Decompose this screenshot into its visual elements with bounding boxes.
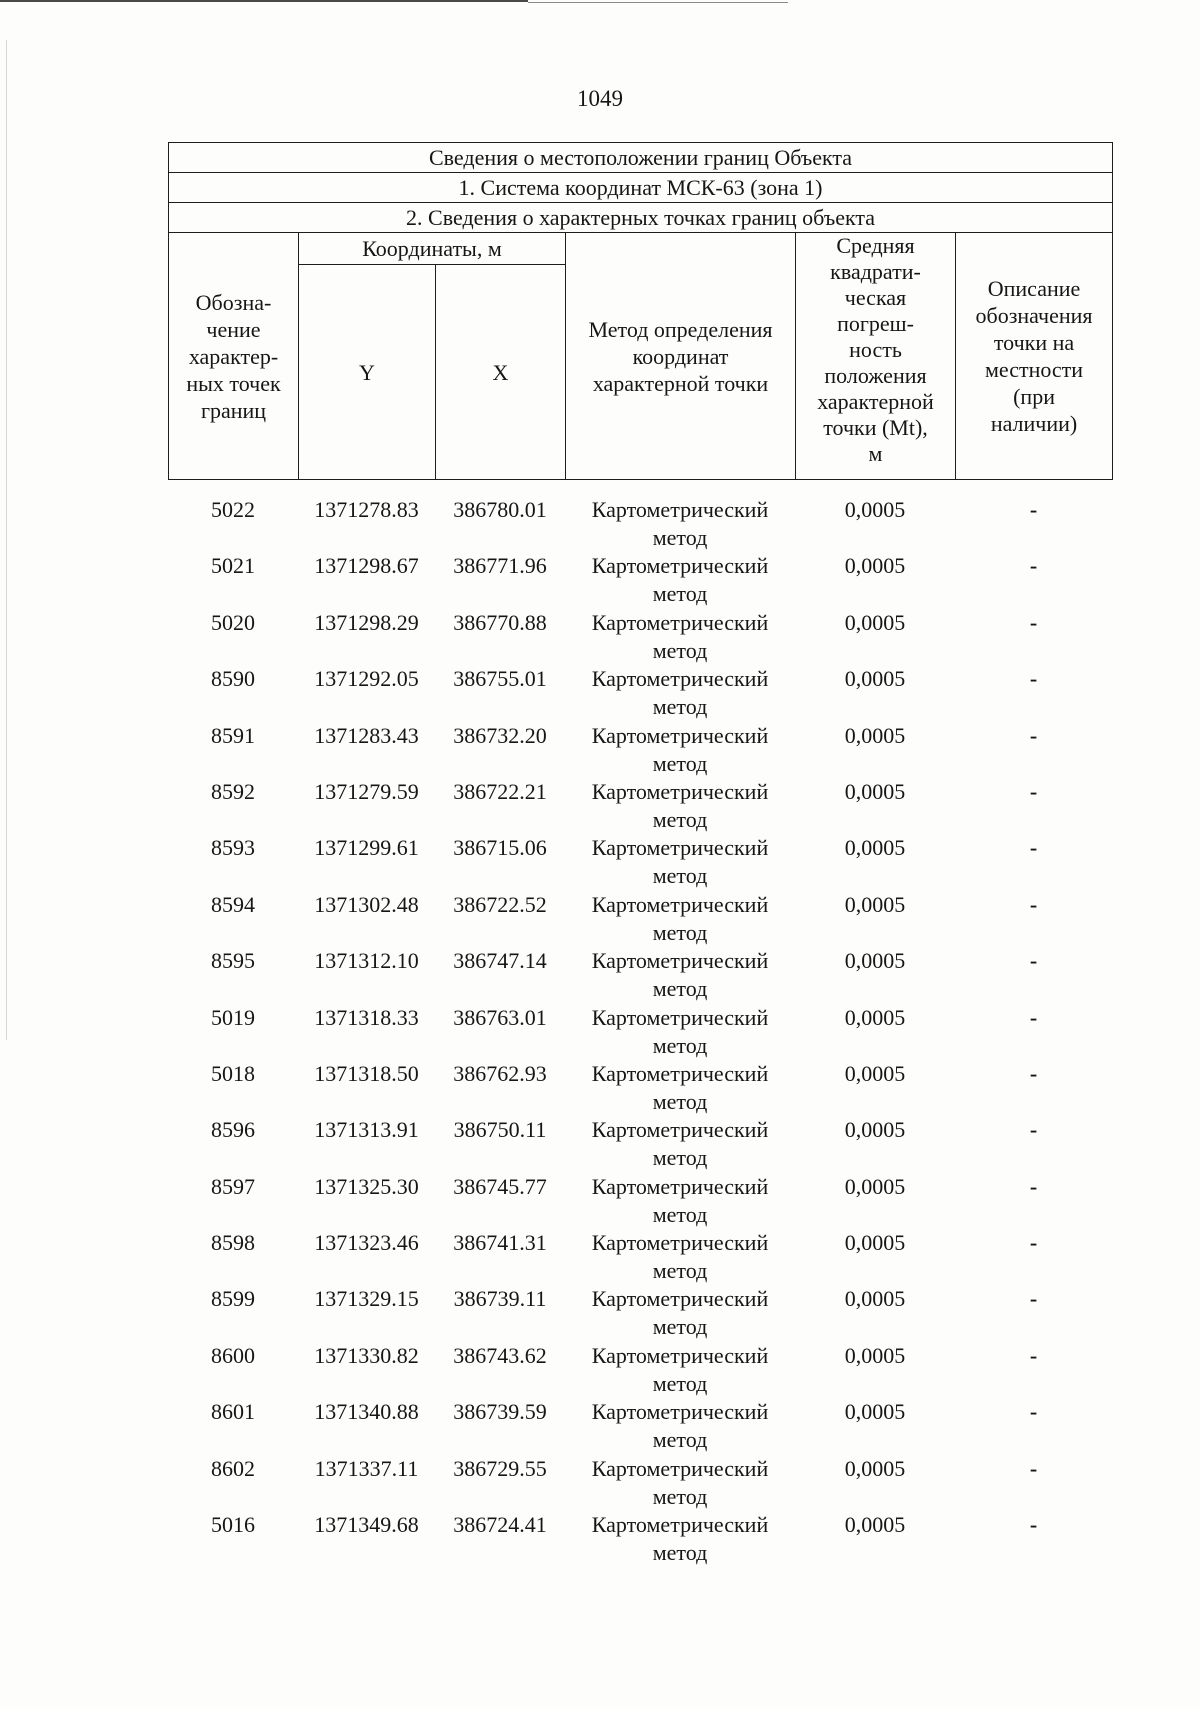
description: - [1029,1342,1038,1368]
point-id: 5021 [211,553,255,579]
error-mt: 0,0005 [844,1286,906,1312]
error-mt: 0,0005 [844,553,906,579]
point-id: 8597 [211,1173,255,1199]
coord-y: 1371298.67 [314,553,419,579]
point-id: 8590 [211,666,255,692]
coord-y: 1371298.29 [314,609,419,635]
description: - [1029,609,1038,635]
method: Картометрический метод [591,609,769,663]
error-mt: 0,0005 [844,1455,906,1481]
method: Картометрический метод [591,666,769,720]
coord-y: 1371329.15 [314,1286,419,1312]
method: Картометрический метод [591,1342,769,1396]
table-row [168,665,1112,721]
col-header-designation: Обозна- чение характер- ных точек границ [169,233,299,480]
table-row [168,1455,1112,1511]
coord-x: 386747.14 [453,948,547,974]
col-header-y: Y [299,265,436,480]
point-id: 8599 [211,1286,255,1312]
table-title: Сведения о местоположении границ Объекта [169,143,1113,173]
page-number: 1049 [577,86,623,111]
point-id: 8591 [211,722,255,748]
description: - [1029,948,1038,974]
coord-y: 1371318.50 [314,1060,419,1086]
col-header-coordinates: Координаты, м [299,233,566,265]
error-mt: 0,0005 [844,1173,906,1199]
description: - [1029,1060,1038,1086]
description: - [1029,1512,1038,1538]
error-mt: 0,0005 [844,1342,906,1368]
coord-y: 1371283.43 [314,722,419,748]
description: - [1029,497,1038,522]
error-mt: 0,0005 [844,948,906,974]
coord-x: 386755.01 [453,666,547,692]
coord-y: 1371299.61 [314,835,419,861]
coord-x: 386771.96 [453,553,547,579]
error-mt: 0,0005 [844,722,906,748]
coord-x: 386732.20 [453,722,547,748]
section-title: 2. Сведения о характерных точках границ объекта [169,203,1113,233]
coord-y: 1371292.05 [314,666,419,692]
coord-y: 1371318.33 [314,1004,419,1030]
coord-x: 386739.59 [453,1399,547,1425]
coord-x: 386750.11 [453,1117,547,1143]
method: Картометрический метод [591,1230,769,1284]
coord-y: 1371337.11 [314,1455,419,1481]
coord-y: 1371312.10 [314,948,419,974]
method: Картометрический метод [591,1060,769,1114]
coord-y: 1371349.68 [314,1512,419,1538]
error-mt: 0,0005 [844,1230,906,1256]
point-id: 5022 [211,497,255,522]
error-mt: 0,0005 [844,609,906,635]
point-id: 8602 [211,1455,255,1481]
description: - [1029,1117,1038,1143]
description: - [1029,835,1038,861]
method: Картометрический метод [591,1399,769,1453]
col-header-description: Описание обозначения точки на местности (при наличии) [956,233,1113,480]
boundary-header-table [168,142,1113,480]
description: - [1029,1230,1038,1256]
description: - [1029,1399,1038,1425]
point-id: 8595 [211,948,255,974]
description: - [1029,1455,1038,1481]
coord-y: 1371325.30 [314,1173,419,1199]
table-row [168,1116,1112,1172]
method: Картометрический метод [591,1173,769,1227]
table-row [168,1060,1112,1116]
coord-x: 386745.77 [453,1173,547,1199]
table-row [168,552,1112,608]
col-header-x: X [436,265,566,480]
error-mt: 0,0005 [844,1004,906,1030]
coord-x: 386724.41 [453,1512,547,1538]
coord-y: 1371323.46 [314,1230,419,1256]
table-row [168,947,1112,1003]
error-mt: 0,0005 [844,666,906,692]
description: - [1029,666,1038,692]
table-row [168,722,1112,778]
point-id: 8600 [211,1342,255,1368]
table-row [168,1285,1112,1341]
coord-x: 386763.01 [453,1004,547,1030]
description: - [1029,1286,1038,1312]
coord-x: 386780.01 [453,497,547,522]
error-mt: 0,0005 [844,1117,906,1143]
error-mt: 0,0005 [844,1060,906,1086]
coord-y: 1371279.59 [314,778,419,804]
description: - [1029,722,1038,748]
method: Картометрический метод [591,1286,769,1340]
coord-x: 386743.62 [453,1342,547,1368]
point-id: 8593 [211,835,255,861]
method: Картометрический метод [591,1512,769,1566]
coordinate-system-line: 1. Система координат МСК-63 (зона 1) [169,173,1113,203]
error-mt: 0,0005 [844,835,906,861]
point-id: 8598 [211,1230,255,1256]
description: - [1029,891,1038,917]
table-row [168,778,1112,834]
coord-y: 1371302.48 [314,891,419,917]
method: Картометрический метод [591,1455,769,1509]
point-id: 8601 [211,1399,255,1425]
table-row [168,1229,1112,1285]
col-header-error: Средняя квадрати- ческая погреш- ность положения характерной точки (Mt), м [796,233,956,480]
point-id: 5018 [211,1060,255,1086]
method: Картометрический метод [591,891,769,945]
method: Картометрический метод [591,948,769,1002]
method: Картометрический метод [591,778,769,832]
coord-x: 386741.31 [453,1230,547,1256]
coord-x: 386770.88 [453,609,547,635]
error-mt: 0,0005 [844,778,906,804]
method: Картометрический метод [591,835,769,889]
method: Картометрический метод [591,1004,769,1058]
point-id: 8594 [211,891,255,917]
description: - [1029,1004,1038,1030]
table-row [168,496,1112,552]
method: Картометрический метод [591,1117,769,1171]
table-row [168,1342,1112,1398]
coord-y: 1371330.82 [314,1342,419,1368]
point-id: 5019 [211,1004,255,1030]
table-row [168,1511,1112,1567]
scan-top-rule-secondary [528,2,788,3]
error-mt: 0,0005 [844,1512,906,1538]
coord-x: 386715.06 [453,835,547,861]
coord-x: 386722.21 [453,778,547,804]
error-mt: 0,0005 [844,891,906,917]
coord-x: 386722.52 [453,891,547,917]
point-id: 5020 [211,609,255,635]
coord-y: 1371313.91 [314,1117,419,1143]
table-row [168,1004,1112,1060]
coord-y: 1371340.88 [314,1399,419,1425]
scan-top-rule [0,0,528,2]
table-row [168,609,1112,665]
coord-x: 386762.93 [453,1060,547,1086]
col-header-method: Метод определения координат характерной точки [566,233,796,480]
coord-x: 386739.11 [453,1286,547,1312]
description: - [1029,1173,1038,1199]
error-mt: 0,0005 [844,1399,906,1425]
table-row [168,1398,1112,1454]
method: Картометрический метод [591,553,769,607]
table-row [168,1173,1112,1229]
scan-left-edge [6,40,7,1040]
point-id: 5016 [211,1512,255,1538]
point-id: 8592 [211,778,255,804]
table-row [168,834,1112,890]
coord-y: 1371278.83 [314,497,419,522]
boundary-points-list [168,496,1112,1567]
point-id: 8596 [211,1117,255,1143]
coord-x: 386729.55 [453,1455,547,1481]
description: - [1029,553,1038,579]
table-row [168,891,1112,947]
method: Картометрический метод [591,497,769,550]
error-mt: 0,0005 [844,497,906,522]
description: - [1029,778,1038,804]
method: Картометрический метод [591,722,769,776]
